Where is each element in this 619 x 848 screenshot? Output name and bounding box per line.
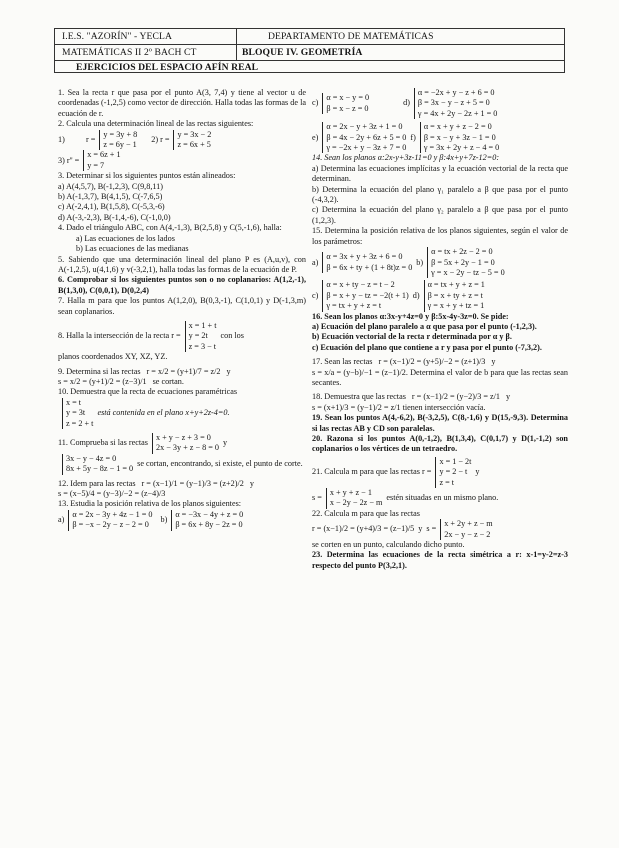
exercise-21-line-2: s = x + y + z − 1 x − 2y − 2z − m estén situadas en un mismo plano. [312, 488, 499, 508]
equation-line: y = 3t [66, 408, 86, 418]
page-title: EJERCICIOS DEL ESPACIO AFÍN REAL [76, 62, 259, 73]
exercise-2: 2. Calcula una determinación lineal de las rectas siguientes: [58, 119, 254, 129]
equation-lhs: r = [86, 134, 96, 144]
equation-line: z = 3 − t [188, 341, 217, 351]
exercise-17-text: . Determina el valor de b para que las rectas sean secantes. [312, 367, 568, 387]
exercise-23: 23. Determina las ecuaciones de la recta simétrica a r: x-1=y-2=z-3 respecto del punto P(3,2,1). [312, 550, 568, 570]
exercise-16b: b) Ecuación vectorial de la recta r determinada por α y β. [312, 332, 512, 342]
equation-line: α = x − y = 0 [326, 93, 370, 103]
equation-line: α = 2x − 3y + 4z − 1 = 0 [72, 509, 153, 519]
header-left-rule [54, 28, 55, 72]
exercise-20: 20. Razona si los puntos A(0,-1,2), B(1,3,4), C(0,1,7) y D(1,-1,2) son coplanarios o los vértices de un tetraedro. [312, 434, 568, 454]
conjunction: y [223, 438, 228, 448]
equation-line: β = 6x + 8y − 2z = 0 [175, 520, 243, 530]
exercise-2-lines [58, 130, 306, 151]
exercise-16c: c) Ecuación del plano que contiene a r y pasa por el punto (-7,3,2). [312, 342, 542, 352]
equation-line: γ = 3x + 2y + z − 4 = 0 [423, 143, 500, 153]
equation-line: β = 6x + ty + (1 + 8t)z = 0 [326, 262, 413, 272]
exercise-8-text: 8. Halla la intersección de la recta r = [58, 331, 181, 341]
exercise-14b: b) Determina la ecuación del plano γ₁ paralelo a β que pasa por el punto (-4,3,2). [312, 184, 568, 205]
school-name: I.E.S. "AZORÍN" - YECLA [62, 31, 172, 42]
equation-line: y = 2 − t [439, 467, 468, 477]
equation-line: s = (x+1)/3 = (y−1)/2 = z/1 [312, 402, 401, 412]
item-label: 1) [58, 134, 65, 144]
exercise-14c: c) Determina la ecuación del plano γ₂ paralelo a β que pasa por el punto (1,2,3). [312, 205, 568, 225]
exercise-18-line-2 [312, 403, 568, 413]
equation-system [68, 510, 152, 531]
equation-line: y = 7 [87, 160, 105, 170]
equation-system [414, 88, 497, 119]
exercise-21-text: 21. Calcula m para que las rectas r = [312, 467, 432, 477]
exercise-4a: a) Las ecuaciones de los lados [76, 233, 175, 243]
equation-system [427, 247, 505, 278]
equation-line: β = −x − 2y − z − 2 = 0 [72, 520, 149, 530]
equation-system [83, 150, 120, 171]
exercise-13-ef: e) α = 2x − y + 3z + 1 = 0 β = 4x − 2y + 6z + 5 = 0 γ = −2x + y − 3z + 7 = 0 f) α = x + y + z − 2 = 0 β = x − y + 3z − 1 = 0 γ = 3x + 2y + z − 4 = 0 [312, 122, 500, 153]
equation-line: s = x/a = (y−b)/−1 = (z−1)/2 [312, 367, 406, 377]
exercise-9 [58, 367, 306, 377]
equation-line: α = x + y + z − 2 = 0 [423, 122, 492, 132]
header-mid-rule [54, 44, 565, 45]
exercise-18-text: tienen intersección vacía. [402, 402, 486, 412]
equation-line: r = (x−1)/1 = (y−1)/3 = (z+2)/2 [141, 478, 244, 488]
header-right-rule [564, 28, 565, 72]
exercise-1: 1. Sea la recta r que pasa por el punto A(3, 7,4) y tiene al vector u de coordenadas (-1,2,5) como vector de dirección. Halla todas las formas de la ecuación de r. [58, 88, 306, 118]
equation-line: r = (x−1)/2 = (y−2)/3 = z/1 [411, 392, 501, 402]
equation-line: z = 6x + 5 [177, 140, 211, 150]
exercise-11-text: 11. Comprueba si las rectas [58, 438, 148, 448]
equation-line: x = 6z + 1 [87, 150, 121, 160]
exercise-11 [58, 433, 306, 454]
exercise-10-system [58, 398, 306, 429]
department-name: DEPARTAMENTO DE MATEMÁTICAS [268, 31, 434, 42]
equation-line: γ = 4x + 2y − 2z + 1 = 0 [417, 108, 498, 118]
equation-line: α = tx + y + z = 1 [427, 280, 485, 290]
equation-line: α = 2x − y + 3z + 1 = 0 [326, 122, 403, 132]
conjunction: y [226, 366, 231, 376]
equation-system [171, 510, 243, 531]
conjunction: y [249, 478, 254, 488]
exercise-17-line-2 [312, 368, 568, 389]
equation-system [424, 280, 485, 311]
equation-line: s = (x−5)/4 = (y−3)/−2 = (z−4)/3 [58, 489, 166, 499]
exercise-4: 4. Dado el triángulo ABC, con A(4,-1,3), B(2,5,8) y C(5,-1,6), halla: [58, 223, 282, 233]
exercise-10-text: está contenida en el plano x+y+2z-4=0. [97, 408, 230, 418]
equation-system [322, 280, 408, 311]
exercise-22: 22. Calcula m para que las rectas [312, 508, 420, 518]
exercise-15-cd: c) α = x + ty − z = t − 2 β = x + y − tz = −2(t + 1) γ = tx + y + z = t d) α = tx + y + z = 1 β = x + ty + z = t γ = x + y + tz = 1 [312, 280, 485, 311]
equation-line: y = 3x − 2 [177, 129, 212, 139]
equation-system [322, 93, 369, 114]
equation-system [62, 398, 93, 429]
exercise-6: 6. Comprobar si los siguientes puntos son o no coplanarios: A(1,2,-1), B(1,3,0), C(0,0,1), D(0,2,4) [58, 275, 306, 295]
equation-system [322, 252, 412, 273]
equation-line: s = x/2 = (y+1)/2 = (z−3)/1 [58, 376, 147, 386]
course-name: MATEMÁTICAS II 2º BACH CT [62, 47, 197, 58]
right-column [312, 88, 568, 571]
equation-line: z = 6y − 1 [103, 140, 137, 150]
equation-line: 2x − 3y + z − 8 = 0 [155, 443, 220, 453]
equation-line: γ = tx + y + z = t [326, 301, 382, 311]
exercise-17-text: 17. Sean las rectas [312, 357, 373, 367]
equation-line: y = 2t [188, 331, 208, 341]
exercise-18 [312, 392, 568, 402]
exercise-14a: a) Determina las ecuaciones implícitas y la ecuación vectorial de la recta que determinan. [312, 163, 568, 184]
exercise-9-text: se cortan. [152, 376, 184, 386]
equation-line: γ = −2x + y − 3z + 7 = 0 [326, 143, 407, 153]
equation-line: r = (x−1)/2 = (y+4)/3 = (z−1)/5 [312, 524, 415, 534]
equation-line: x = t [66, 397, 82, 407]
exercise-3b: b) A(-1,3,7), B(4,1,5), C(-7,6,5) [58, 192, 163, 202]
block-name: BLOQUE IV. GEOMETRÍA [242, 47, 363, 58]
exercise-3a: a) A(4,5,7), B(-1,2,3), C(9,8,11) [58, 181, 163, 191]
equation-line: β = x + y − tz = −2(t + 1) [326, 290, 409, 300]
equation-line: β = 4x − 2y + 6z + 5 = 0 [326, 132, 407, 142]
equation-line: x = 1 − 2t [439, 456, 472, 466]
equation-line: r = x/2 = (y+1)/7 = z/2 [146, 366, 221, 376]
equation-line: 2x − y − z − 2 [444, 529, 491, 539]
conjunction: y [491, 357, 496, 367]
exercise-12 [58, 479, 306, 489]
equation-line: x = 1 + t [188, 320, 217, 330]
equation-system [440, 519, 492, 540]
equation-line: y = 3y + 8 [103, 129, 138, 139]
equation-line: 8x + 5y − 8z − 1 = 0 [66, 464, 134, 474]
equation-system [435, 457, 471, 488]
equation-line: β = x − y + 3z − 1 = 0 [423, 132, 496, 142]
equation-system [185, 321, 217, 352]
equation-system [62, 454, 133, 475]
exercise-5: 5. Sabiendo que una determinación lineal del plano P es (A,u,v), con A(-1,2,5), u(4,1,6) y v(-3,2,1), halla todas las formas de la ecuación de P. [58, 254, 306, 274]
exercise-13-systems: a) α = 2x − 3y + 4z − 1 = 0 β = −x − 2y − z − 2 = 0 b) α = −3x − 4y + z = 0 β = 6x + 8y − 2z = 0 [58, 509, 244, 530]
equation-line: x + y + z − 1 [329, 488, 372, 498]
equation-line: r = (x−1)/2 = (y+5)/−2 = (z+1)/3 [378, 357, 486, 367]
exercise-18-text: 18. Demuestra que las rectas [312, 392, 406, 402]
exercise-16a: a) Ecuación del plano paralelo a α que pasa por el punto (-1,2,3). [312, 321, 537, 331]
equation-line: x + y − z + 3 = 0 [155, 433, 211, 442]
exercise-21 [312, 457, 568, 488]
equation-line: z = t [439, 477, 455, 487]
equation-line: z = 2 + t [66, 418, 94, 428]
exercise-10: 10. Demuestra que la recta de ecuaciones paramétricas [58, 387, 238, 397]
exercise-17 [312, 357, 568, 367]
equation-system [420, 122, 499, 153]
exercise-13-cd: c) α = x − y = 0 β = x − z = 0 d) α = −2x + y − z + 6 = 0 β = 3x − y − z + 5 = 0 γ = 4x + 2y − 2z + 1 = 0 [312, 88, 498, 118]
equation-line: β = x + ty + z = t [427, 290, 483, 300]
conjunction: y [475, 467, 480, 477]
equation-system [173, 130, 211, 151]
exercise-16: 16. Sean los planos α:3x-y+4z=0 y β:5x-4y-3z=0. Se pide: [312, 311, 509, 321]
exercise-3: 3. Determinar si los siguientes puntos están alineados: [58, 171, 236, 181]
header-top-rule [54, 28, 565, 29]
equation-system [322, 122, 406, 153]
equation-line: x − 2y − 2z − m [329, 498, 383, 508]
equation-line: x + 2y + z − m [444, 519, 493, 529]
exercise-7: 7. Halla m para que los puntos A(1,2,0), B(0,3,-1), C(1,0,1) y D(-1,3,m) sean coplanarios. [58, 296, 306, 316]
exercise-12-text: 12. Idem para las rectas [58, 478, 136, 488]
equation-line: α = 3x + y + 3z + 6 = 0 [326, 252, 403, 262]
item-label: 3) r'' = [58, 155, 80, 165]
exercise-4b: b) Las ecuaciones de las medianas [76, 244, 189, 254]
exercise-3c: c) A(-2,4,1), B(1,5,8), C(-5,3,-6) [58, 202, 165, 212]
equation-line: β = 5x + 2y − 1 = 0 [431, 257, 495, 267]
exercise-9-line-2 [58, 377, 306, 387]
exercise-8 [58, 321, 306, 352]
equation-line: β = x − z = 0 [326, 103, 369, 113]
left-column [58, 88, 306, 531]
exercise-15-ab: a) α = 3x + y + 3z + 6 = 0 β = 6x + ty + (1 + 8t)z = 0 b) α = tx + 2z − 2 = 0 β = 5x + 2y − 1 = 0 γ = x − 2y − tz − 5 = 0 [312, 247, 505, 277]
equation-system [152, 433, 219, 454]
exercise-11-line-2 [58, 454, 306, 475]
conjunction: y [418, 524, 423, 534]
equation-line: 3x − y − 4z = 0 [66, 453, 117, 463]
exercise-9-text: 9. Determina si las rectas [58, 366, 141, 376]
exercise-14: 14. Sean los planos α:2x-y+3z-11=0 y β:4x+y+7z-12=0: [312, 153, 500, 163]
equation-line: α = −3x − 4y + z = 0 [175, 509, 244, 519]
exercise-13: 13. Estudia la posición relativa de los planos siguientes: [58, 499, 242, 509]
header-bottom-rule [54, 60, 565, 61]
exercise-22-line-2: r = (x−1)/2 = (y+4)/3 = (z−1)/5 y s = x + 2y + z − m 2x − y − z − 2 [312, 519, 493, 539]
exercise-22-text: se corten en un punto, calculando dicho punto. [312, 540, 465, 550]
exercise-11-text: se cortan, encontrando, si existe, el punto de corte. [137, 459, 303, 469]
exercise-3d: d) A(-3,-2,3), B(-1,4,-6), C(-1,0,0) [58, 212, 171, 222]
equation-line: β = 3x − y − z + 5 = 0 [417, 98, 490, 108]
exercise-15: 15. Determina la posición relativa de los planos siguientes, según el valor de los parámetros: [312, 226, 568, 246]
equation-system [99, 130, 137, 151]
equation-line: α = tx + 2z − 2 = 0 [431, 247, 493, 257]
equation-line: α = x + ty − z = t − 2 [326, 280, 395, 290]
exercise-21-text: estén situadas en un mismo plano. [386, 493, 499, 503]
exercise-8-tail: planos coordenados XY, XZ, YZ. [58, 352, 168, 362]
equation-line: γ = x − 2y − tz − 5 = 0 [431, 267, 505, 277]
exercise-19: 19. Sean los puntos A(4,-6,2), B(-3,2,5), C(8,-1,6) y D(15,-9,3). Determina si las rectas AB y CD son paralelas. [312, 413, 568, 433]
exercise-2-line-3 [58, 150, 306, 171]
conjunction: y [506, 392, 511, 402]
equation-line: α = −2x + y − z + 6 = 0 [417, 88, 495, 97]
exercise-8-text: con los [220, 331, 244, 341]
equation-system [326, 488, 383, 509]
item-label: 2) r = [151, 134, 170, 144]
equation-line: γ = x + y + tz = 1 [427, 301, 485, 311]
